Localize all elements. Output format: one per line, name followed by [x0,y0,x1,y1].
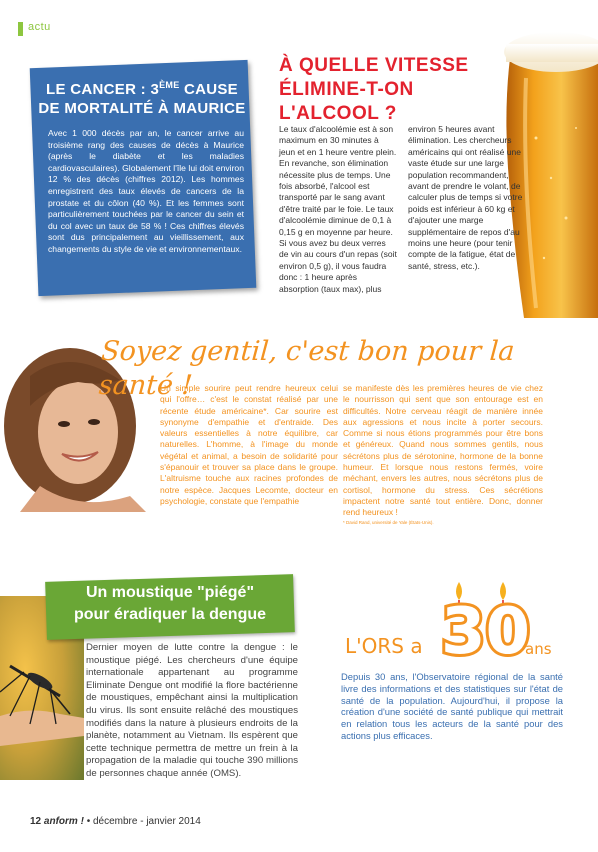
issue-date: • décembre - janvier 2014 [86,816,201,827]
magazine-brand: anform ! [43,816,84,827]
ors-body: Depuis 30 ans, l'Observatoire régional de la santé livre des informations et des statistiques sur l'état de santé de la population. Aujourd'hui, il propose la création d'une société de santé publique qui mettrait en relation tous les acteurs de la santé pour des actions plus efficaces. [341,671,563,741]
section-tag-label: actu [28,21,51,33]
ors-label-number: 30 [441,595,531,669]
cancer-title [36,76,248,118]
ors-label-left: L'ORS a [345,634,423,658]
ors-heading [345,578,575,668]
mosquito-title-line1: Un moustique "piégé" [85,584,255,601]
alcohol-title-line2: ÉLIMINE-T-ON L'ALCOOL ? [279,79,414,124]
mosquito-title-line2: pour éradiquer la dengue [73,606,267,623]
tag-bar [18,22,23,36]
cancer-title-sup: ÈME [159,80,180,90]
cancer-title-part: LE CANCER : 3 [46,81,160,98]
mosquito-title-block [46,578,294,636]
kindness-column-2: se manifeste dès les premières heures de vie chez le nourrisson qui sent que son entourage est en difficultés. Notre cerveau réagit de manière innée aux agressions et nous incite à porter secours. Comme si nous étions programmés pour être bons et généreux. Quand nous sommes gentils, nous sécrétons plus de sérotonine, hormone de la bonne humeur. Et lorsque nous restons fermés, voire méchant, envers les autres, nous sécrétons plus de cortisol, hormone du stress. Ces sécrétions impactent notre santé tout entière. Donc, donner rend heureux ! [343,383,543,518]
kindness-column-1: Un simple sourire peut rendre heureux celui qui l'offre… c'est le constat réalisé par une récente étude américaine*. Car sourire est synonyme d'empathie et d'entraide. Des valeurs essentielles à notre équilibre, car naturelles. L'homme, à l'image du monde végétal et animal, a besoin de solidarité pour s'épanouir et trouver sa place dans le groupe. L'altruisme touche aux racines profondes de notre espèce. Jacques Lecomte, docteur en psychologie, constate que l'empathie [160,383,338,506]
mosquito-body: Dernier moyen de lutte contre la dengue : le moustique piégé. Les chercheurs d'une équipe internationale appartenant au programme Eliminate Dengue ont modifié la flore bactérienne de moustiques, empêchant ainsi la multiplication du virus. Ils sont ensuite relâché des moustiques modifiés dans la nature à plusieurs endroits de la planète, notamment au Vietnam. Ils espèrent que cette technique permettra de mettre un frein à la propagation de la maladie qui touche 390 millions de personnes chaque année (OMS). [86,642,298,779]
alcohol-column-1: Le taux d'alcoolémie est à son maximum en 30 minutes à jeun et en 1 heure ventre plein. En revanche, son élimination nécessite plus de temps. Une fois absorbé, l'alcool est transporté par le sang avant d'être traité par le foie. Le taux d'alcoolémie diminue de 0,1 à 0,15 g en moyenne par heure. Si vous avez bu deux verres de vin au cours d'un repas (soit environ 0,5 g), il vous faudra donc : 1 heure après absorption (taux max), plus [279,124,397,294]
page-footer [30,816,330,827]
cancer-box [36,70,248,288]
alcohol-title-line1: À QUELLE VITESSE [279,55,469,76]
cancer-title-line2: DE MORTALITÉ À MAURICE [38,100,246,117]
kindness-footnote: * David Rand, université de Yale (États-Unis). [343,520,434,525]
cancer-title-part-end: CAUSE [179,81,238,98]
mosquito-title [46,582,294,626]
section-tag [18,22,62,36]
alcohol-title [279,54,519,126]
kindness-title: Soyez gentil, c'est bon pour la santé ! [97,336,516,401]
page-number: 12 [30,816,42,827]
ors-label-right: ans [525,640,552,658]
cancer-body: Avec 1 000 décès par an, le cancer arrive au troisième rang des causes de décès à Maurice (après le diabète et les maladies cardiovasculaires). Globalement l'île lui doit environ 12 % des décès (chiffres 2012). Les hommes enregistrent des taux élevés de cancers de la prostate et du côlon (40 %). Et les femmes sont particulièrement touchées par le cancer du sein et du col avec un taux de 58 % ! Ces chiffres élevés sont dus principalement au vieillissement, aux changements du style de vie et environnementaux. [48,128,244,254]
alcohol-column-2: environ 5 heures avant élimination. Les chercheurs américains qui ont réalisé une vaste étude sur une large population recommandent, avant de prendre le volant, de calculer plus de temps si votre poids est inférieur à 60 kg et d'ajouter une marge supplémentaire de repos d'au moins une heure (pour tenir compte de la fatigue, état de santé, stress, etc.). [408,124,523,271]
